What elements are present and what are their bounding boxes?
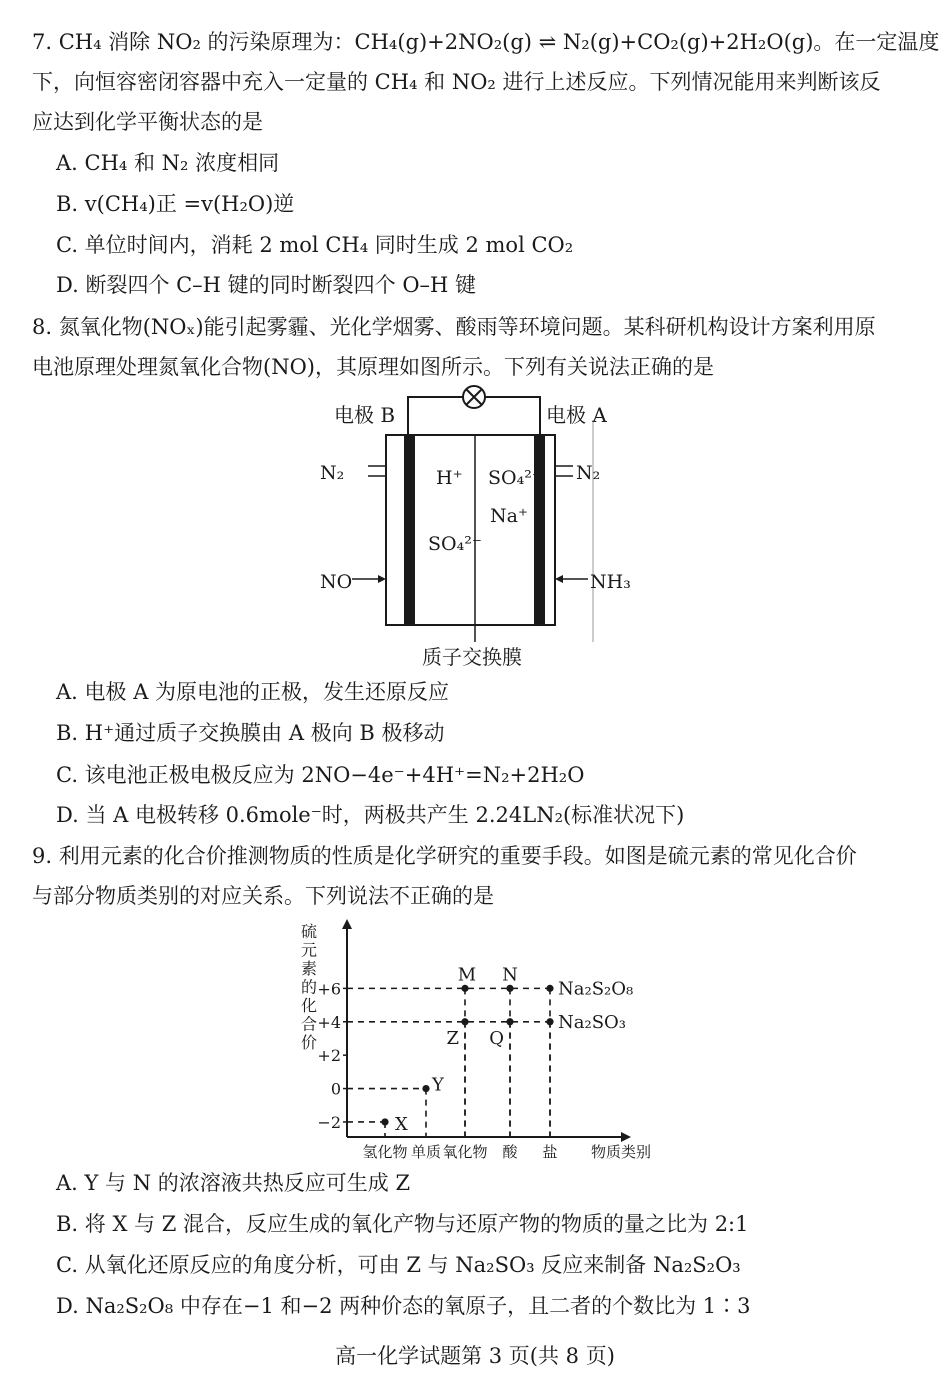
x-tick-label: 氧化物 (442, 1143, 488, 1161)
n2-right-label: N₂ (576, 462, 601, 484)
q7-stem-line2: 下，向恒容密闭容器中充入一定量的 CH₄ 和 NO₂ 进行上述反应。下列情况能用来判断该反 (32, 70, 881, 94)
electrode-b-bar (404, 435, 415, 625)
data-point (546, 1018, 553, 1025)
point-label: Na₂S₂O₈ (558, 978, 634, 1000)
y-tick-label: +6 (317, 979, 341, 999)
q9-option-c: C. 从氧化还原反应的角度分析，可由 Z 与 Na₂SO₃ 反应来制备 Na₂S₂O₃ (56, 1253, 741, 1277)
y-tick-label: +2 (317, 1046, 341, 1066)
y-tick-label: −2 (317, 1112, 341, 1132)
so4-left-label: SO₄²⁻ (428, 533, 482, 555)
q7-stem-line1: 7. CH₄ 消除 NO₂ 的污染原理为：CH₄(g)+2NO₂(g) ⇌ N₂(g)+CO₂(g)+2H₂O(g)。在一定温度 (32, 30, 940, 54)
q8-option-d: D. 当 A 电极转移 0.6mole⁻时，两极共产生 2.24LN₂(标准状况下) (56, 803, 685, 827)
y-axis-label: 硫元素的化合价 (301, 922, 318, 1052)
q8-stem-line2: 电池原理处理氮氧化合物(NO)，其原理如图所示。下列有关说法正确的是 (32, 355, 714, 379)
data-point (506, 985, 513, 992)
membrane-label: 质子交换膜 (422, 645, 522, 669)
y-tick-label: 0 (330, 1079, 341, 1099)
so4-right-label: SO₄²⁻ (488, 467, 542, 489)
point-label: N (502, 964, 518, 986)
q9-option-a: A. Y 与 N 的浓溶液共热反应可生成 Z (56, 1171, 411, 1195)
y-axis-arrow (342, 919, 352, 929)
x-axis-arrow (621, 1132, 631, 1142)
valence-chart (285, 915, 665, 1165)
x-axis-label: 物质类别 (590, 1143, 652, 1161)
q8-stem-line1: 8. 氮氧化物(NOₓ)能引起雾霾、光化学烟雾、酸雨等环境问题。某科研机构设计方案利用原 (32, 315, 876, 339)
lamp-icon (463, 386, 485, 408)
point-label: X (395, 1113, 408, 1135)
data-point (381, 1118, 388, 1125)
q8-option-c: C. 该电池正极电极反应为 2NO−4e⁻+4H⁺=N₂+2H₂O (56, 763, 585, 787)
q7-option-d: D. 断裂四个 C–H 键的同时断裂四个 O–H 键 (56, 273, 477, 297)
q7-option-a: A. CH₄ 和 N₂ 浓度相同 (56, 151, 280, 175)
nh3-label: NH₃ (590, 571, 631, 593)
q8-option-a: A. 电极 A 为原电池的正极，发生还原反应 (56, 680, 450, 704)
q8-option-b: B. H⁺通过质子交换膜由 A 极向 B 极移动 (56, 721, 445, 745)
data-point (422, 1085, 429, 1092)
q9-option-d: D. Na₂S₂O₈ 中存在−1 和−2 两种价态的氧原子，且二者的个数比为 1∶3 (56, 1294, 751, 1318)
electrode-a-label: 电极 A (546, 403, 607, 427)
data-point (506, 1018, 513, 1025)
point-label: Na₂SO₃ (558, 1011, 627, 1033)
x-tick-label: 单质 (410, 1143, 442, 1161)
y-tick-label: +4 (317, 1012, 341, 1032)
data-point (461, 1018, 468, 1025)
q9-stem-line2: 与部分物质类别的对应关系。下列说法不正确的是 (32, 884, 494, 908)
electrode-b-label: 电极 B (334, 403, 396, 427)
x-tick-label: 酸 (502, 1143, 518, 1161)
point-label: Y (432, 1074, 444, 1096)
q9-stem-line1: 9. 利用元素的化合价推测物质的性质是化学研究的重要手段。如图是硫元素的常见化合价 (32, 844, 857, 868)
battery-diagram (318, 380, 631, 672)
data-point (546, 985, 553, 992)
data-point (461, 985, 468, 992)
h-ion-label: H⁺ (436, 467, 463, 489)
n2-left-label: N₂ (320, 462, 345, 484)
electrode-a-bar (534, 435, 545, 625)
no-label: NO (320, 571, 353, 593)
q7-option-c: C. 单位时间内，消耗 2 mol CH₄ 同时生成 2 mol CO₂ (56, 233, 574, 257)
page-footer: 高一化学试题第 3 页(共 8 页) (335, 1344, 615, 1368)
point-label: M (457, 964, 477, 986)
nh3-inlet-arrow (555, 575, 563, 583)
point-label: Z (446, 1027, 459, 1049)
no-inlet-arrow (378, 575, 386, 583)
point-label: Q (489, 1027, 504, 1049)
q9-option-b: B. 将 X 与 Z 混合，反应生成的氧化产物与还原产物的物质的量之比为 2:1 (56, 1212, 749, 1236)
q7-option-b: B. v(CH₄)正 =v(H₂O)逆 (56, 192, 295, 216)
x-tick-label: 盐 (542, 1143, 558, 1161)
q7-stem-line3: 应达到化学平衡状态的是 (32, 110, 263, 134)
x-tick-label: 氢化物 (362, 1143, 408, 1161)
na-ion-label: Na⁺ (490, 505, 528, 527)
